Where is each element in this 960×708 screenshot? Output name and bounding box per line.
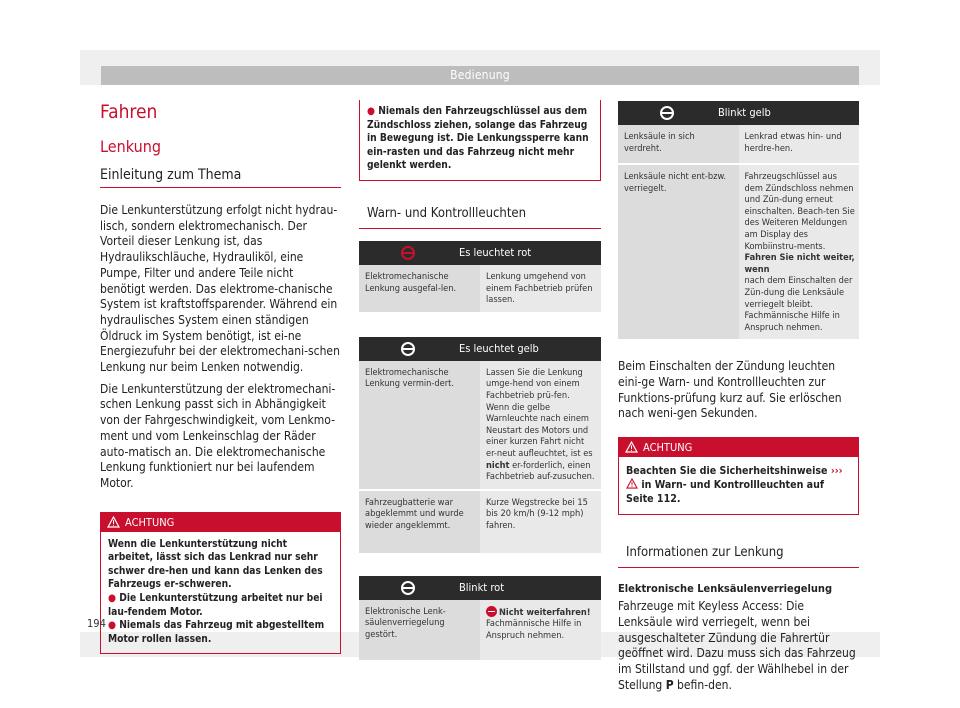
- table-cell-action: Lenkung umgehend von einem Fachbetrieb prüfen lassen.: [480, 265, 601, 312]
- info-paragraph: Beim Einschalten der Zündung leuchten eini-ge Warn- und Kontrollleuchten zur Funktions-prüfung kurz auf. Sie erlöschen nach weni-gen Sekunden.: [618, 359, 842, 421]
- paragraph-text: befin-den.: [673, 677, 732, 692]
- warning-bullet: [108, 619, 334, 646]
- bullet-icon: ●: [108, 593, 116, 605]
- table-cell-text: Fachmännische Hilfe in Anspruch nehmen.: [486, 618, 582, 641]
- left-column: [100, 85, 341, 654]
- steering-wheel-icon: [400, 342, 416, 356]
- warning-light-table-red: [359, 241, 601, 312]
- link-arrows[interactable]: ›››: [830, 465, 843, 478]
- table-header: [618, 101, 859, 125]
- table-cell-bold: nicht: [486, 459, 510, 471]
- intro-paragraph-1: Die Lenkunterstützung erfolgt nicht hydrau-lisch, sondern elektromechanisch. Der Vorteil dieser Lenkung ist, das Hydraulikschläuche, Hydrauliköl, eine Pumpe, Filter und andere Teile nicht benötigt werden. Das elektrome-chanische System ist kraftstoffsparender. Während ein hydraulisches System einen ständigen Öldruck im System benötigt, ist ei-ne Energiezufuhr bei der elektromechani-schen Lenkung nur beim Lenken notwendig.: [100, 203, 340, 375]
- table-cell-action: Lenkrad etwas hin- und herdre-hen.: [739, 125, 860, 163]
- warning-header: [619, 438, 858, 457]
- table-title: Blinkt rot: [459, 580, 505, 594]
- intro-paragraph-2: Die Lenkunterstützung der elektromechani-schen Lenkung passt sich in Abhängigkeit von der Fahrgeschwindigkeit, vom Lenkmo-ment und vom Lenkeinschlag der Räder auto-matisch an. Die elektromechanische Lenkung funktioniert nur bei laufendem Motor.: [100, 381, 336, 490]
- subheading-steering-lock: Elektronische Lenksäulenverriegelung: [618, 582, 833, 596]
- warning-bullet-text: Niemals das Fahrzeug mit abgestelltem Motor rollen lassen.: [108, 620, 325, 645]
- table-cell-bold: Nicht weiterfahren!: [499, 606, 591, 618]
- table-title: Es leuchtet gelb: [459, 341, 539, 355]
- page-number: 194: [87, 617, 106, 630]
- paragraph-text: Fahrzeuge mit Keyless Access: Die Lenksäule wird verriegelt, wenn bei ausgeschalteter Zündung die Fahrertür geöffnet wird. Dazu muss sich das Fahrzeug im Stillstand und ggf. der Wählhebel in der Stellung: [618, 599, 856, 692]
- warning-body: [360, 100, 600, 180]
- warning-box-2: [618, 437, 859, 515]
- table-cell-bold: Fahren Sie nicht weiter, wenn: [744, 252, 855, 275]
- chapter-title: Fahren: [100, 101, 158, 123]
- table-cell-text: er-forderlich, einen Fachbetrieb auf-zusuchen.: [486, 459, 595, 483]
- page-content: [80, 85, 880, 692]
- section-steering-info-title: Informationen zur Lenkung: [618, 545, 859, 568]
- table-header: [359, 241, 601, 265]
- table-cell-cause: Elektromechanische Lenkung vermin-dert.: [359, 361, 480, 489]
- page-header: [101, 66, 859, 85]
- warning-body: [101, 532, 340, 654]
- subsection-title: Einleitung zum Thema: [100, 167, 341, 188]
- table-cell-text: Lassen Sie die Lenkung umge-hend von einem Fachbetrieb prü-fen. Wenn die gelbe Warnleuchte nach einem Neustart des Motors und einer kurzen Fahrt nicht er-neut aufleuchtet, ist es: [486, 366, 593, 459]
- table-cell-cause: Fahrzeugbatterie war abgeklemmt und wurde wieder angeklemmt.: [359, 489, 480, 553]
- steering-wheel-icon: [659, 106, 675, 120]
- section-title: Lenkung: [100, 137, 161, 156]
- warning-bullet-text: Die Lenkunterstützung arbeitet nur bei lau-fendem Motor.: [108, 593, 323, 618]
- warning-triangle-icon: [107, 516, 120, 528]
- warning-triangle-icon: [625, 441, 638, 453]
- warning-body: [619, 457, 858, 514]
- warning-light-table-yellow: [359, 337, 601, 553]
- right-column: [618, 85, 859, 693]
- bullet-icon: ●: [367, 106, 375, 117]
- bullet-icon: ●: [108, 620, 116, 632]
- table-title: Es leuchtet rot: [459, 245, 532, 259]
- warning-header: [101, 513, 340, 532]
- table-cell-cause: Lenksäule in sich verdreht.: [618, 125, 739, 163]
- warning-text: Beachten Sie die Sicherheitshinweise: [626, 465, 831, 478]
- warning-box: [100, 512, 341, 655]
- warning-link-text[interactable]: in Warn- und Kontrollleuchten auf Seite 112.: [626, 479, 825, 506]
- header-title: Bedienung: [450, 68, 510, 82]
- table-cell-action: Kurze Wegstrecke bei 15 bis 20 km/h (9-12 mph) fahren.: [480, 489, 601, 553]
- table-cell-text: Fahrzeugschlüssel aus dem Zündschloss nehmen und Zün-dung erneut einschalten. Beach-ten Sie des Weiteren Meldungen am Display des Kombiinstru-ments.: [744, 171, 855, 252]
- warning-bullet: [108, 592, 334, 619]
- warning-triangle-icon: [626, 478, 638, 489]
- table-header: [359, 576, 601, 600]
- table-title: Blinkt gelb: [718, 106, 771, 119]
- warning-bullet: [367, 105, 594, 173]
- table-cell-cause: Elektromechanische Lenkung ausgefal-len.: [359, 265, 480, 312]
- table-cell-cause: Elektronische Lenk-säulenverriegelung gestört.: [359, 600, 480, 660]
- table-cell-action: [739, 163, 860, 339]
- middle-column: [359, 85, 601, 660]
- section-warning-lights-title: Warn- und Kontrollleuchten: [359, 206, 601, 229]
- steering-wheel-icon: [400, 581, 416, 595]
- table-cell-action: [480, 361, 601, 489]
- warning-light-table-red-blinking: [359, 576, 601, 660]
- stop-icon: [486, 606, 497, 617]
- table-cell-text: nach dem Einschalten der Zün-dung die Lenksäule verriegelt bleibt. Fachmännische Hilfe in Anspruch nehmen.: [744, 275, 853, 333]
- warning-text: Wenn die Lenkunterstützung nicht arbeitet, lässt sich das Lenkrad nur sehr schwer dre-hen und kann das Lenken des Fahrzeugs er-schweren.: [108, 538, 323, 591]
- warning-light-table-yellow-blinking: [618, 101, 859, 339]
- table-header: [359, 337, 601, 361]
- table-cell-action: [480, 600, 601, 660]
- paragraph-bold: P: [665, 677, 674, 692]
- warning-title: ACHTUNG: [125, 515, 175, 529]
- table-cell-cause: Lenksäule nicht ent-bzw. verriegelt.: [618, 163, 739, 339]
- warning-title: ACHTUNG: [643, 441, 693, 455]
- steering-lock-paragraph: [618, 599, 859, 693]
- warning-box-continued: [359, 100, 601, 181]
- steering-wheel-icon: [400, 246, 416, 260]
- warning-bullet-text: Niemals den Fahrzeugschlüssel aus dem Zündschloss ziehen, solange das Fahrzeug in Bewegung ist. Die Lenkungssperre kann ein-rasten und das Fahrzeug nicht mehr gelenkt werden.: [367, 106, 589, 172]
